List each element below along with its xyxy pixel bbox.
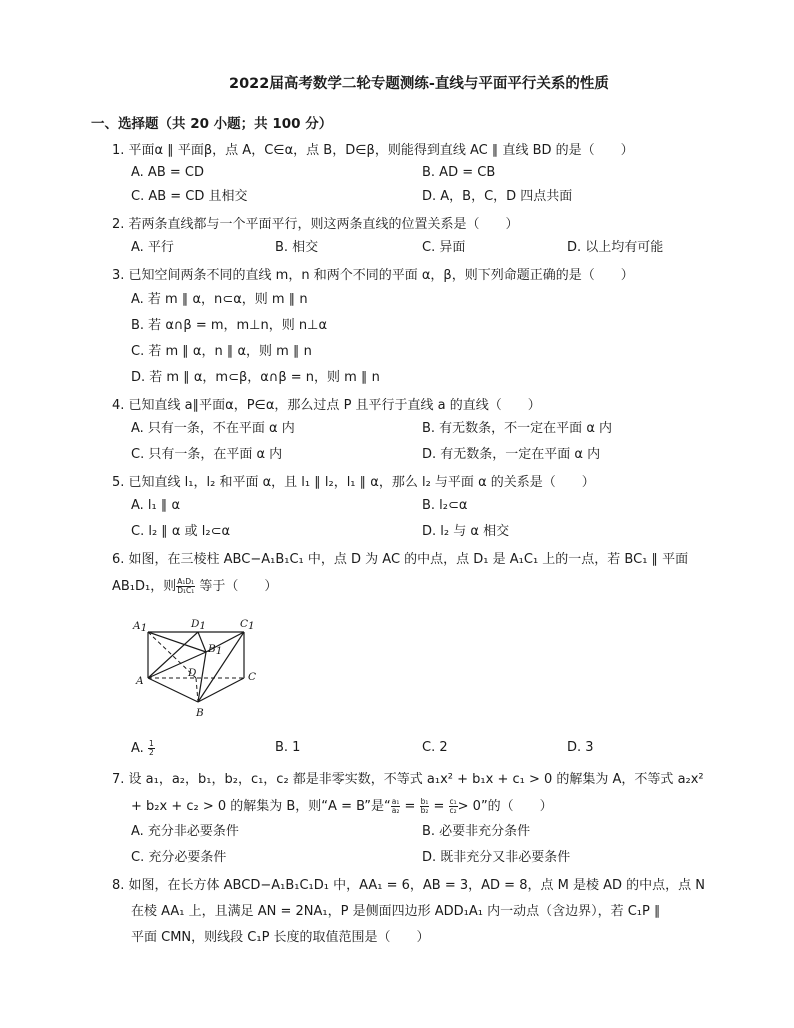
section-heading: 一、选择题（共 20 小题；共 100 分） (91, 116, 333, 132)
q4-option-c: C. 只有一条，在平面 α 内 (131, 447, 283, 462)
edge-a1-b1 (148, 632, 206, 652)
q6-option-b: B. 1 (275, 740, 301, 755)
q4-option-d: D. 有无数条，一定在平面 α 内 (422, 447, 601, 462)
q5-stem: 5. 已知直线 l₁，l₂ 和平面 α，且 l₁ ∥ l₂，l₁ ∥ α，那么 l₂ 与平面 α 的关系是（ ） (112, 475, 595, 490)
q3-option-d: D. 若 m ∥ α，m⊂β，α∩β = n，则 m ∥ n (131, 370, 380, 385)
q1-option-b: B. AD = CB (422, 165, 496, 180)
q7-option-d: D. 既非充分又非必要条件 (422, 850, 571, 865)
label-b: B (196, 707, 204, 719)
q7-fraction-a-den: a₂ (391, 806, 400, 815)
q7-option-c: C. 充分必要条件 (131, 850, 227, 865)
label-d1: D1 (191, 618, 207, 632)
q4-stem: 4. 已知直线 a∥平面α，P∈α，那么过点 P 且平行于直线 a 的直线（ ） (112, 398, 541, 413)
q6-stem-line2 (112, 578, 277, 595)
q7-fraction-c-den: c₂ (449, 806, 457, 815)
q6-option-a-label: A. (131, 741, 144, 756)
q6-ratio-fraction (176, 578, 195, 595)
q6-stem-line1: 6. 如图，在三棱柱 ABC−A₁B₁C₁ 中，点 D 为 AC 的中点，点 D₁ 是 A₁C₁ 上的一点，若 BC₁ ∥ 平面 (112, 552, 689, 567)
q6-option-a-denominator: 2 (148, 748, 154, 757)
q7-fraction-a (391, 798, 401, 815)
q6-ratio-denominator: D₁C₁ (177, 586, 195, 595)
q4-option-a: A. 只有一条，不在平面 α 内 (131, 421, 295, 436)
q2-option-c: C. 异面 (422, 240, 466, 255)
q1-option-c: C. AB = CD 且相交 (131, 189, 248, 204)
q4-option-b: B. 有无数条，不一定在平面 α 内 (422, 421, 613, 436)
q3-stem: 3. 已知空间两条不同的直线 m，n 和两个不同的平面 α，β，则下列命题正确的是（ ） (112, 268, 634, 283)
q8-stem-line1: 8. 如图，在长方体 ABCD−A₁B₁C₁D₁ 中，AA₁ = 6，AB = 3，AD = 8，点 M 是棱 AD 的中点，点 N (112, 878, 705, 893)
edge-c-b (198, 678, 244, 702)
hidden-segment-d-b (196, 678, 198, 702)
label-d: D (188, 667, 197, 679)
label-a: A (136, 675, 144, 687)
q7-fraction-a-num: a₁ (391, 797, 400, 806)
q2-option-d: D. 以上均有可能 (567, 240, 664, 255)
q7-stem-line1: 7. 设 a₁，a₂，b₁，b₂，c₁，c₂ 都是非零实数，不等式 a₁x² + b₁x + c₁ > 0 的解集为 A，不等式 a₂x² (112, 772, 704, 787)
q6-option-d: D. 3 (567, 740, 594, 755)
q8-stem-line2: 在棱 AA₁ 上，且满足 AN = 2NA₁，P 是侧面四边形 ADD₁A₁ 内一动点（含边界），若 C₁P ∥ (131, 904, 661, 919)
q7-stem-pre: + b₂x + c₂ > 0 的解集为 B，则“A = B”是“ (131, 799, 391, 814)
q1-option-d: D. A，B，C，D 四点共面 (422, 189, 573, 204)
q7-fraction-b-num: b₁ (420, 797, 429, 806)
label-a1: A1 (133, 620, 148, 634)
label-c1: C1 (240, 618, 255, 632)
label-c: C (248, 671, 257, 683)
q6-stem-pre: AB₁D₁，则 (112, 579, 177, 594)
q7-stem-post: > 0”的（ ） (457, 799, 553, 814)
q5-option-d: D. l₂ 与 α 相交 (422, 524, 510, 539)
triangular-prism-figure (130, 612, 265, 722)
edge-a-b (148, 678, 198, 702)
q8-stem-line3: 平面 CMN，则线段 C₁P 长度的取值范围是（ ） (131, 930, 430, 945)
q6-option-a (131, 740, 155, 757)
q1-option-a: A. AB = CD (131, 165, 204, 180)
label-b1: B1 (208, 643, 223, 657)
q6-option-a-numerator: 1 (148, 739, 154, 748)
q2-option-b: B. 相交 (275, 240, 319, 255)
q6-stem-post: 等于（ ） (199, 579, 278, 594)
q5-option-a: A. l₁ ∥ α (131, 498, 181, 513)
q3-option-b: B. 若 α∩β = m，m⊥n，则 n⊥α (131, 318, 328, 333)
q7-fraction-c-num: c₁ (449, 797, 457, 806)
q1-stem: 1. 平面α ∥ 平面β，点 A，C∈α，点 B，D∈β，则能得到直线 AC ∥ 直线 BD 的是（ ） (112, 143, 634, 158)
q7-fraction-b (420, 798, 430, 815)
q2-stem: 2. 若两条直线都与一个平面平行，则这两条直线的位置关系是（ ） (112, 217, 519, 232)
q7-option-b: B. 必要非充分条件 (422, 824, 531, 839)
q7-fraction-c (449, 798, 458, 815)
q2-option-a: A. 平行 (131, 240, 174, 255)
q3-option-c: C. 若 m ∥ α，n ∥ α，则 m ∥ n (131, 344, 312, 359)
edge-b1-b (198, 652, 206, 702)
page-title: 2022届高考数学二轮专题测练-直线与平面平行关系的性质 (229, 76, 609, 92)
q6-option-c: C. 2 (422, 740, 448, 755)
segment-a-b1 (148, 652, 206, 678)
q5-option-c: C. l₂ ∥ α 或 l₂⊂α (131, 524, 231, 539)
q3-option-a: A. 若 m ∥ α，n⊂α，则 m ∥ n (131, 292, 308, 307)
segment-c1-b (198, 632, 244, 702)
q6-ratio-numerator: A₁D₁ (177, 577, 195, 586)
q6-option-a-fraction (148, 740, 155, 757)
q7-option-a: A. 充分非必要条件 (131, 824, 239, 839)
q5-option-b: B. l₂⊂α (422, 498, 468, 513)
q7-stem-line2: + b₂x + c₂ > 0 的解集为 B，则“A = B”是“ $\frac{\text{a₁}}{\text{a₂}}$ = $\frac{\text{b₁}}{\text{b₂}}$ = $\frac{\text{c₁}}{\text{c₂}}$ > 0”的（ ） (131, 797, 553, 815)
q7-fraction-b-den: b₂ (420, 806, 429, 815)
segment-d1-b1 (198, 632, 206, 652)
